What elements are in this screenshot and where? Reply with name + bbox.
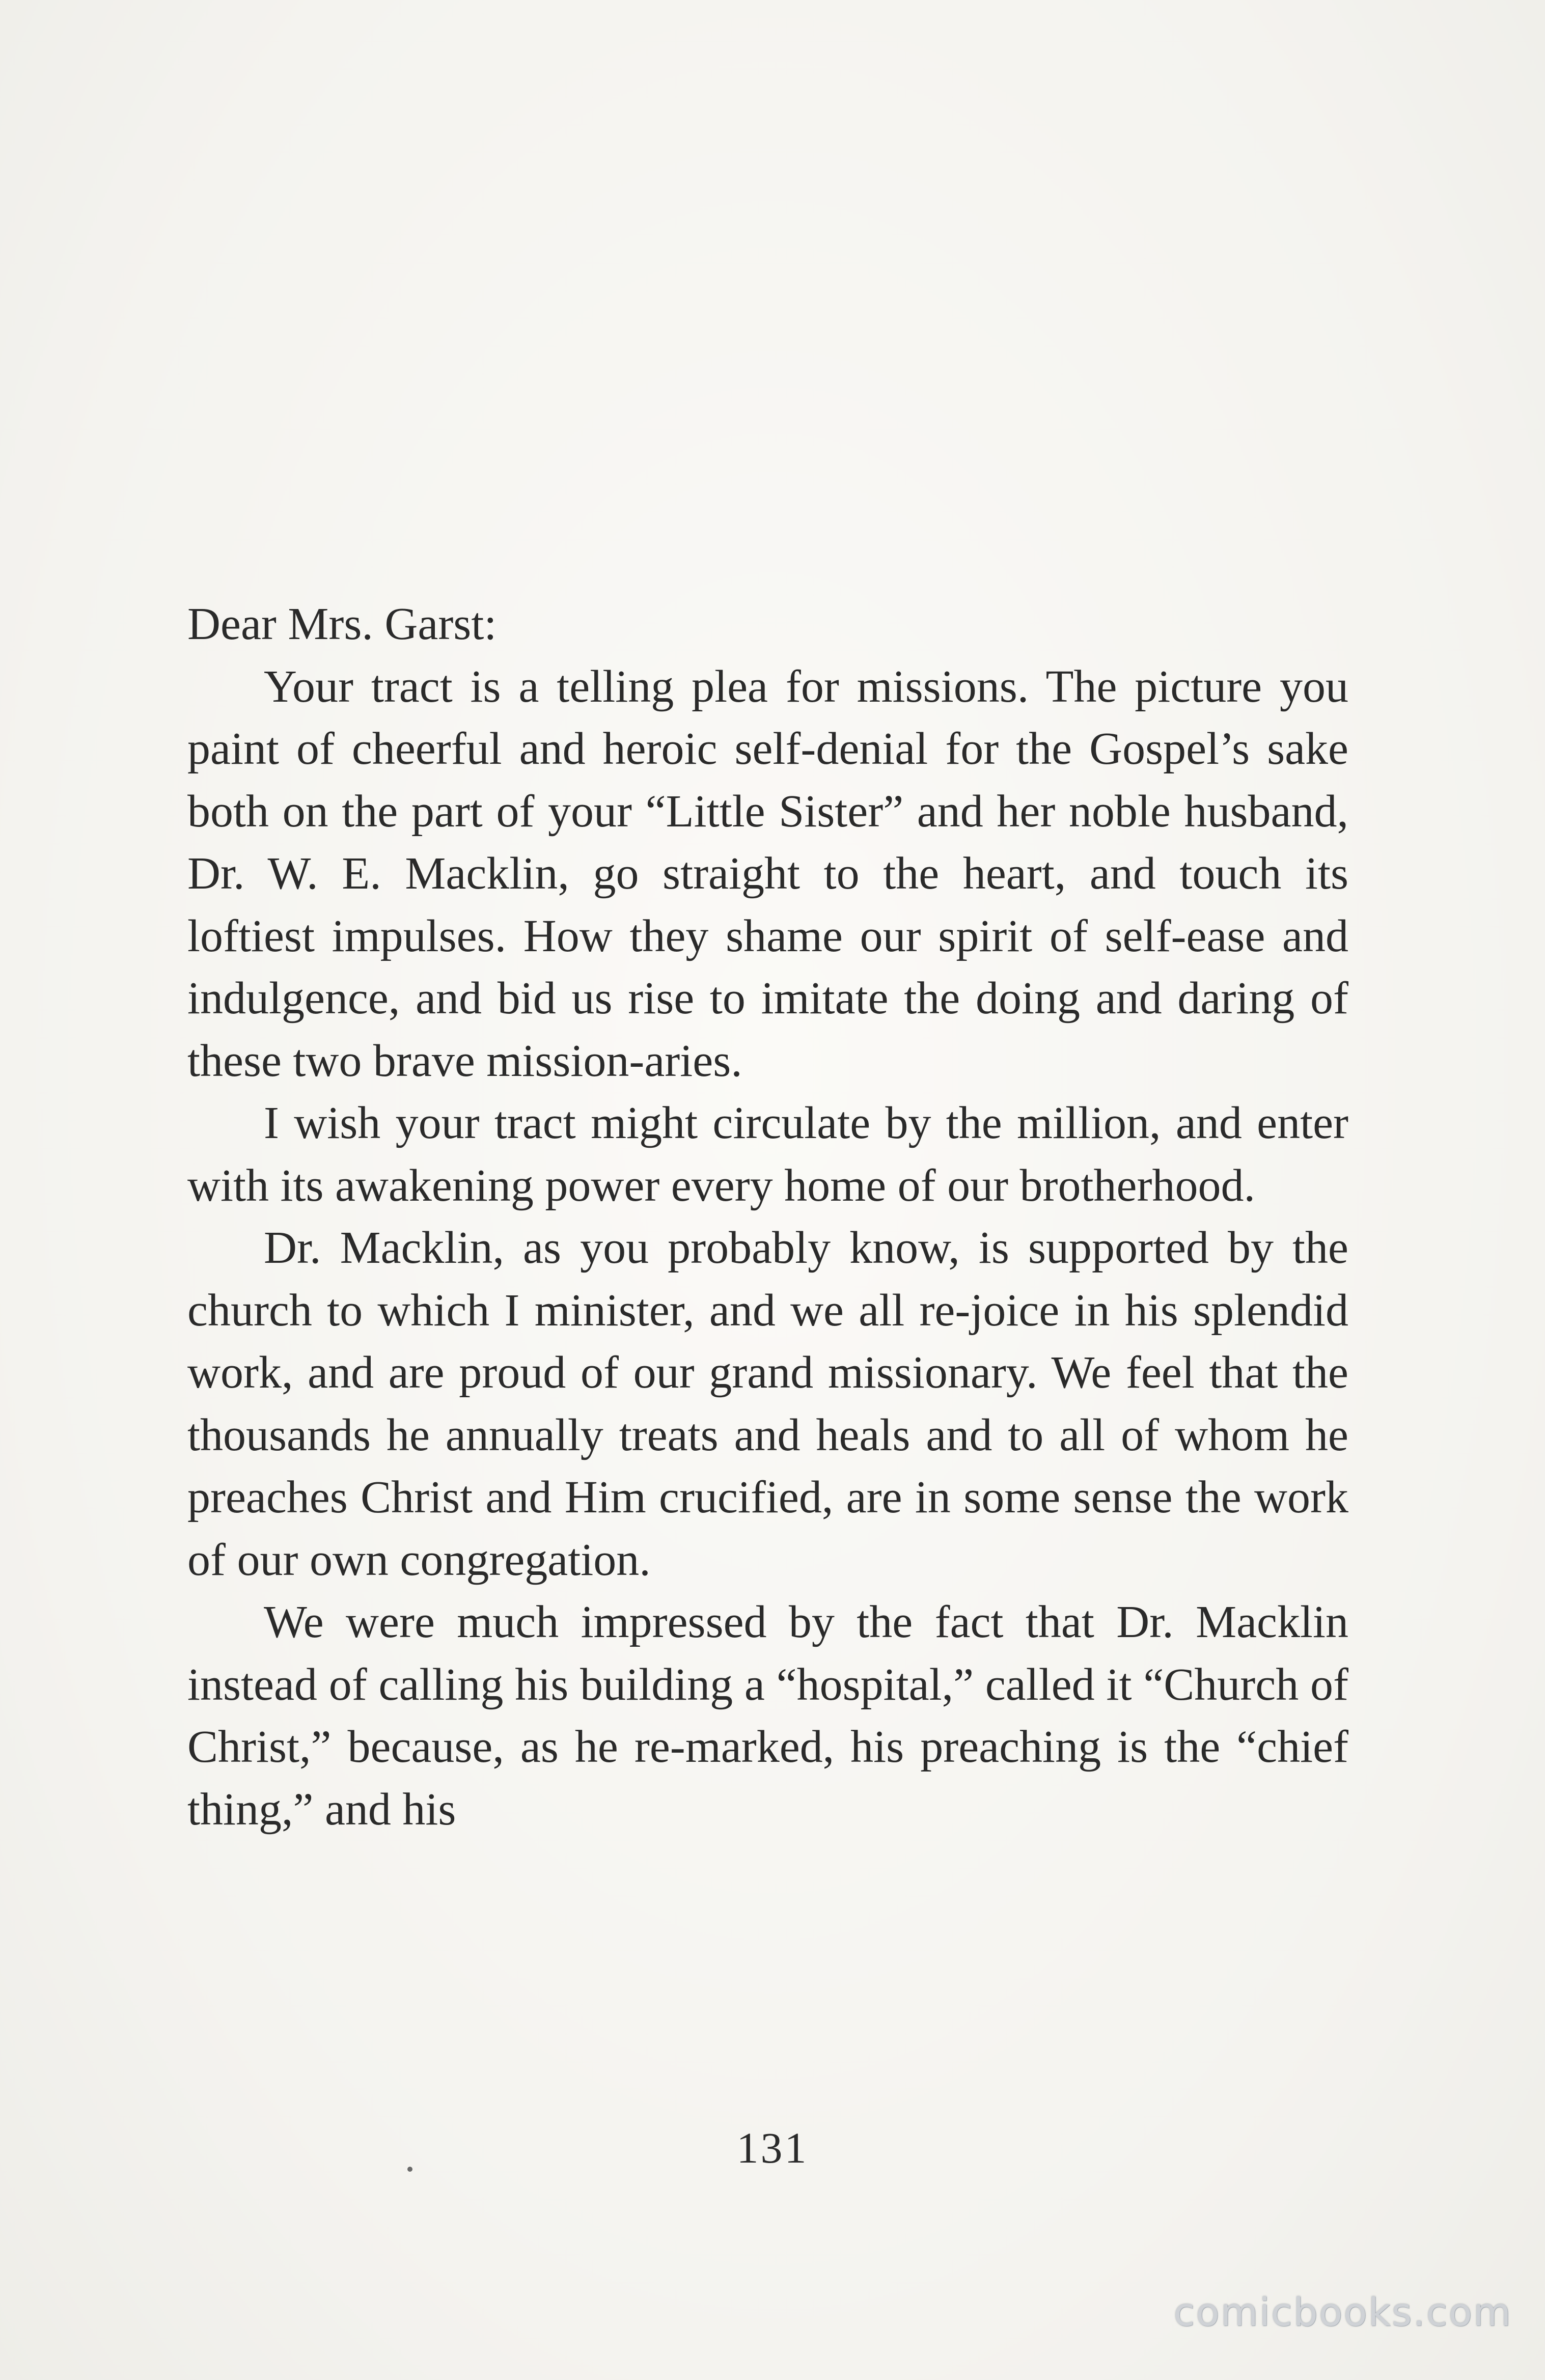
page-number: 131 bbox=[736, 2123, 809, 2172]
ink-speck bbox=[407, 2167, 412, 2172]
letter-paragraph: We were much impressed by the fact that Dr. Macklin instead of calling his building a “hospital,” called it “Church of Christ,” because, as he re-marked, his preaching is the “chief thing,” and his bbox=[187, 1597, 1348, 1835]
letter-salutation: Dear Mrs. Garst: bbox=[187, 599, 497, 649]
letter-body bbox=[187, 593, 1348, 1841]
letter-paragraph: I wish your tract might circulate by the million, and enter with its awakening power every home of our brotherhood. bbox=[187, 1098, 1348, 1211]
site-watermark: comicbooks.com bbox=[1173, 2289, 1512, 2335]
letter-paragraph: Dr. Macklin, as you probably know, is supported by the church to which I minister, and we all re-joice in his splendid work, and are proud of our grand missionary. We feel that the thousands he annually treats and heals and to all of whom he preaches Christ and Him crucified, are in some sense the work of our own congregation. bbox=[187, 1223, 1348, 1585]
letter-paragraph: Your tract is a telling plea for missions. The picture you paint of cheerful and heroic self-denial for the Gospel’s sake both on the part of your “Little Sister” and her noble husband, Dr. W. E. Macklin, go straight to the heart, and touch its loftiest impulses. How they shame our spirit of self-ease and indulgence, and bid us rise to imitate the doing and daring of these two brave mission-aries. bbox=[187, 661, 1348, 1086]
